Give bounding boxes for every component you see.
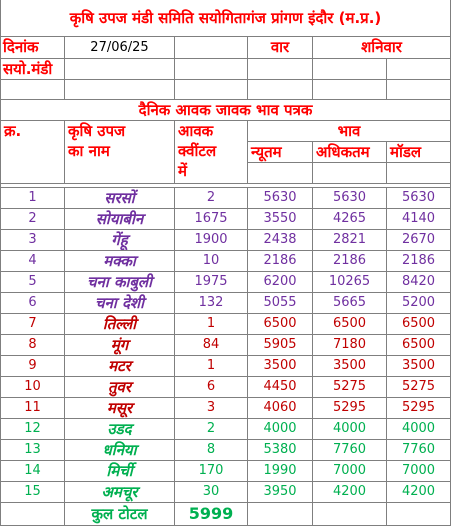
serial-cell: 5: [1, 271, 65, 292]
table-row: [1, 460, 451, 481]
crop-name-cell: तुवर: [65, 376, 175, 397]
modal-price-cell: 6500: [387, 334, 451, 355]
total-row: [1, 502, 451, 525]
total-arrival-value: 5999: [175, 502, 248, 525]
arrival-cell: 132: [175, 292, 248, 313]
date-value: 27/06/25: [65, 36, 175, 58]
modal-price-cell: 2186: [387, 250, 451, 271]
sheet-title: कृषि उपज मंडी समिति सयोगितागंज प्रांगण इंदौर (म.प्र.): [1, 0, 451, 36]
serial-cell: 10: [1, 376, 65, 397]
min-price-cell: 5380: [248, 439, 313, 460]
table-row: [1, 439, 451, 460]
max-price-cell: 7000: [313, 460, 387, 481]
crop-name-header: कृषि उपज का नाम: [65, 120, 175, 183]
min-price-cell: 3950: [248, 481, 313, 502]
serial-cell: 3: [1, 229, 65, 250]
min-price-cell: 3550: [248, 208, 313, 229]
serial-cell: 2: [1, 208, 65, 229]
table-row: [1, 376, 451, 397]
modal-price-cell: 4140: [387, 208, 451, 229]
modal-price-cell: 4000: [387, 418, 451, 439]
table-row: [1, 397, 451, 418]
modal-price-cell: 5200: [387, 292, 451, 313]
arrival-cell: 1975: [175, 271, 248, 292]
serial-cell: 13: [1, 439, 65, 460]
day-label: वार: [248, 36, 313, 58]
day-value: शनिवार: [313, 36, 451, 58]
serial-cell: 6: [1, 292, 65, 313]
max-price-cell: 6500: [313, 313, 387, 334]
arrival-header: आवक क्वींटल में: [175, 120, 248, 183]
serial-cell: 8: [1, 334, 65, 355]
serial-cell: 11: [1, 397, 65, 418]
max-price-cell: 5275: [313, 376, 387, 397]
min-price-cell: 5055: [248, 292, 313, 313]
min-price-cell: 3500: [248, 355, 313, 376]
max-price-cell: 2186: [313, 250, 387, 271]
arrival-cell: 170: [175, 460, 248, 481]
arrival-cell: 10: [175, 250, 248, 271]
date-label: दिनांक: [1, 36, 65, 58]
serial-header: क्र.: [1, 120, 65, 183]
modal-price-cell: 3500: [387, 355, 451, 376]
serial-cell: 12: [1, 418, 65, 439]
min-price-cell: 2438: [248, 229, 313, 250]
table-row: [1, 481, 451, 502]
report-title: दैनिक आवक जावक भाव पत्रक: [1, 99, 451, 120]
modal-price-cell: 4200: [387, 481, 451, 502]
arrival-cell: 1: [175, 355, 248, 376]
table-row: [1, 208, 451, 229]
arrival-cell: 8: [175, 439, 248, 460]
arrival-cell: 2: [175, 187, 248, 208]
crop-name-cell: अमचूर: [65, 481, 175, 502]
max-price-cell: 4000: [313, 418, 387, 439]
crop-name-cell: मिर्ची: [65, 460, 175, 481]
arrival-cell: 1900: [175, 229, 248, 250]
arrival-cell: 2: [175, 418, 248, 439]
crop-name-cell: धनिया: [65, 439, 175, 460]
min-price-header: न्यूतम: [248, 141, 313, 162]
modal-price-cell: 5630: [387, 187, 451, 208]
max-price-cell: 7760: [313, 439, 387, 460]
arrival-cell: 1: [175, 313, 248, 334]
max-price-cell: 7180: [313, 334, 387, 355]
min-price-cell: 5630: [248, 187, 313, 208]
arrival-cell: 84: [175, 334, 248, 355]
total-label: कुल टोटल: [65, 502, 175, 525]
table-row: [1, 313, 451, 334]
max-price-cell: 5295: [313, 397, 387, 418]
serial-cell: 9: [1, 355, 65, 376]
max-price-cell: 5665: [313, 292, 387, 313]
table-row: [1, 355, 451, 376]
crop-name-cell: मक्का: [65, 250, 175, 271]
serial-cell: 15: [1, 481, 65, 502]
max-price-cell: 4200: [313, 481, 387, 502]
crop-name-cell: मटर: [65, 355, 175, 376]
max-price-cell: 10265: [313, 271, 387, 292]
min-price-cell: 1990: [248, 460, 313, 481]
crop-name-cell: सोयाबीन: [65, 208, 175, 229]
min-price-cell: 4000: [248, 418, 313, 439]
min-price-cell: 6200: [248, 271, 313, 292]
mandi-label: सयो.मंडी: [1, 58, 65, 79]
min-price-cell: 6500: [248, 313, 313, 334]
price-group-header: भाव: [248, 120, 451, 141]
max-price-header: अधिकतम: [313, 141, 387, 162]
table-row: [1, 250, 451, 271]
min-price-cell: 5905: [248, 334, 313, 355]
modal-price-cell: 7760: [387, 439, 451, 460]
crop-name-cell: मसूर: [65, 397, 175, 418]
modal-price-cell: 5275: [387, 376, 451, 397]
min-price-cell: 4450: [248, 376, 313, 397]
serial-cell: 1: [1, 187, 65, 208]
crop-name-cell: मूंग: [65, 334, 175, 355]
table-row: [1, 334, 451, 355]
serial-cell: 14: [1, 460, 65, 481]
max-price-cell: 3500: [313, 355, 387, 376]
table-row: [1, 187, 451, 208]
modal-price-cell: 7000: [387, 460, 451, 481]
min-price-cell: 4060: [248, 397, 313, 418]
arrival-cell: 3: [175, 397, 248, 418]
crop-name-cell: चना काबुली: [65, 271, 175, 292]
arrival-cell: 30: [175, 481, 248, 502]
table-row: [1, 292, 451, 313]
modal-price-cell: 2670: [387, 229, 451, 250]
table-row: [1, 271, 451, 292]
modal-price-cell: 8420: [387, 271, 451, 292]
max-price-cell: 4265: [313, 208, 387, 229]
min-price-cell: 2186: [248, 250, 313, 271]
crop-name-cell: गेंहू: [65, 229, 175, 250]
arrival-cell: 6: [175, 376, 248, 397]
max-price-cell: 5630: [313, 187, 387, 208]
table-row: [1, 229, 451, 250]
table-row: [1, 418, 451, 439]
max-price-cell: 2821: [313, 229, 387, 250]
modal-price-header: मॉडल: [387, 141, 451, 162]
crop-name-cell: तिल्ली: [65, 313, 175, 334]
crop-name-cell: सरसों: [65, 187, 175, 208]
crop-name-cell: उडद: [65, 418, 175, 439]
modal-price-cell: 6500: [387, 313, 451, 334]
crop-name-cell: चना देशी: [65, 292, 175, 313]
serial-cell: 4: [1, 250, 65, 271]
modal-price-cell: 5295: [387, 397, 451, 418]
serial-cell: 7: [1, 313, 65, 334]
arrival-cell: 1675: [175, 208, 248, 229]
